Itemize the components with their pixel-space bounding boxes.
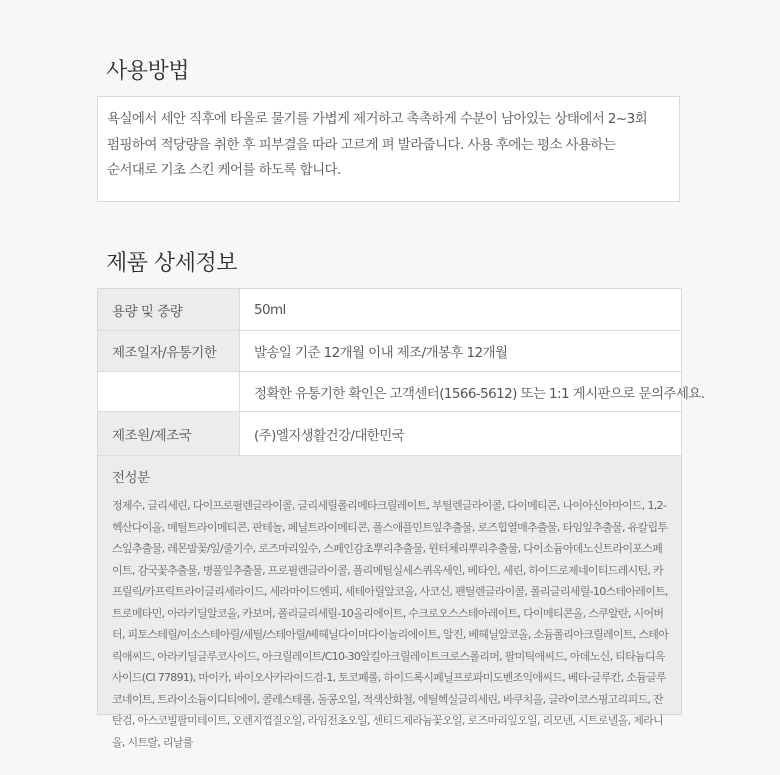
expiry-note-label <box>98 372 240 411</box>
details-section-title: 제품 상세정보 <box>106 251 238 276</box>
table-row-manufacturer <box>98 412 681 456</box>
usage-description-box <box>97 96 680 202</box>
manufacturer-label: 제조원/제조국 <box>98 412 240 455</box>
table-row-volume <box>98 289 681 331</box>
manufacturer-value: (주)엘지생활건강/대한민국 <box>254 427 405 444</box>
expiry-label: 제조일자/유통기한 <box>98 331 240 371</box>
expiry-value: 발송일 기준 12개월 이내 제조/개봉후 12개월 <box>254 345 508 361</box>
ingredients-section <box>98 456 681 749</box>
usage-line-1: 욕실에서 세안 직후에 타올로 물기를 가볍게 제거하고 촉촉하게 수분이 남아있는 상태에서 2~3회 <box>107 111 648 127</box>
ingredients-label: 전성분 <box>112 470 150 486</box>
volume-value: 50ml <box>254 301 286 318</box>
usage-line-3: 순서대로 기초 스킨 케어를 하도록 합니다. <box>107 162 341 178</box>
table-row-expiry <box>98 331 681 372</box>
usage-line-2: 펌핑하여 적당량을 취한 후 피부결을 따라 고르게 펴 발라줍니다. 사용 후에는 평소 사용하는 <box>107 136 616 153</box>
ingredients-text: 정제수, 글리세린, 다이프로필렌글라이콜, 글리세릴폴리메타크릴레이트, 부틸렌글라이콜, 다이메티콘, 나이아신아마이드, 1,2-헥산다이올, 메틸트라이메티콘, 판테놀, 페닐트라이메티콘, 폴스애플민트잎추출물, 로즈힙열매추출물, 타임잎추출물, 유칼립투스잎추출물, 레몬밤꽃/잎/줄기수, 로즈마리잎수, 스페인감초뿌리추출물, 윈터체리뿌리추출물, 다이소듐아데노신트라이포스페이트, 감국꽃추출물, 병풀잎추출물, 프로필렌글라이콜, 폴리메틸실세스퀴옥세인, 베타인, 세린, 하이드로제네이티드레시틴, 카프릴릭/카프릭트라이글리세라이드, 세라마이드엔피, 세테아릴알코올, 사코신, 펜틸렌글라이콜, 폴리글리세릴-10스테아레이트, 트로메타민, 아라키딜알코올, 카보머, 폴리글리세릴-10올리에이트, 수크로오스스테아레이트, 다이메티콘올, 스쿠알란, 시어버터, 피토스테릴/이소스테아릴/세틸/스테아릴/베헤닐다이머다이놀리에이트, 알진, 베헤닐알코올, 소듐폴리아크릴레이트, 스테아릭애씨드, 아라키딜글루코사이드, 아크릴레이트/C10-30알킬아크릴레이트크로스폴리머, 팔미틱애씨드, 아데노신, 티타늄디옥사이드(CI 77891), 마이카, 바이오사카라이드검-1, 토코페롤, 하이드록시페닐프로파미도벤조익애씨드, 베타-글루칸, 소듐글루코네이트, 트라이소듐이디티에이, 콜레스테롤, 돌콩오일, 적색산화철, 에틸헥실글리세린, 바쿠치올, 글라이코스핑고리피드, 잔탄검, 아스코빌팔미테이트, 오렌지껍질오일, 라임전초오일, 센티드제라늄꽃오일, 로즈마리잎오일, 리모넨, 시트로넬올, 제라니올, 시트랄, 리날룰 <box>112 499 669 749</box>
volume-label: 용량 및 중량 <box>98 289 240 330</box>
usage-section-title: 사용방법 <box>106 59 190 84</box>
product-details-table <box>97 288 705 749</box>
table-row-expiry-note <box>98 372 705 412</box>
expiry-note-value: 정확한 유통기한 확인은 고객센터(1566-5612) 또는 1:1 게시판으로 문의주세요. <box>254 385 705 402</box>
